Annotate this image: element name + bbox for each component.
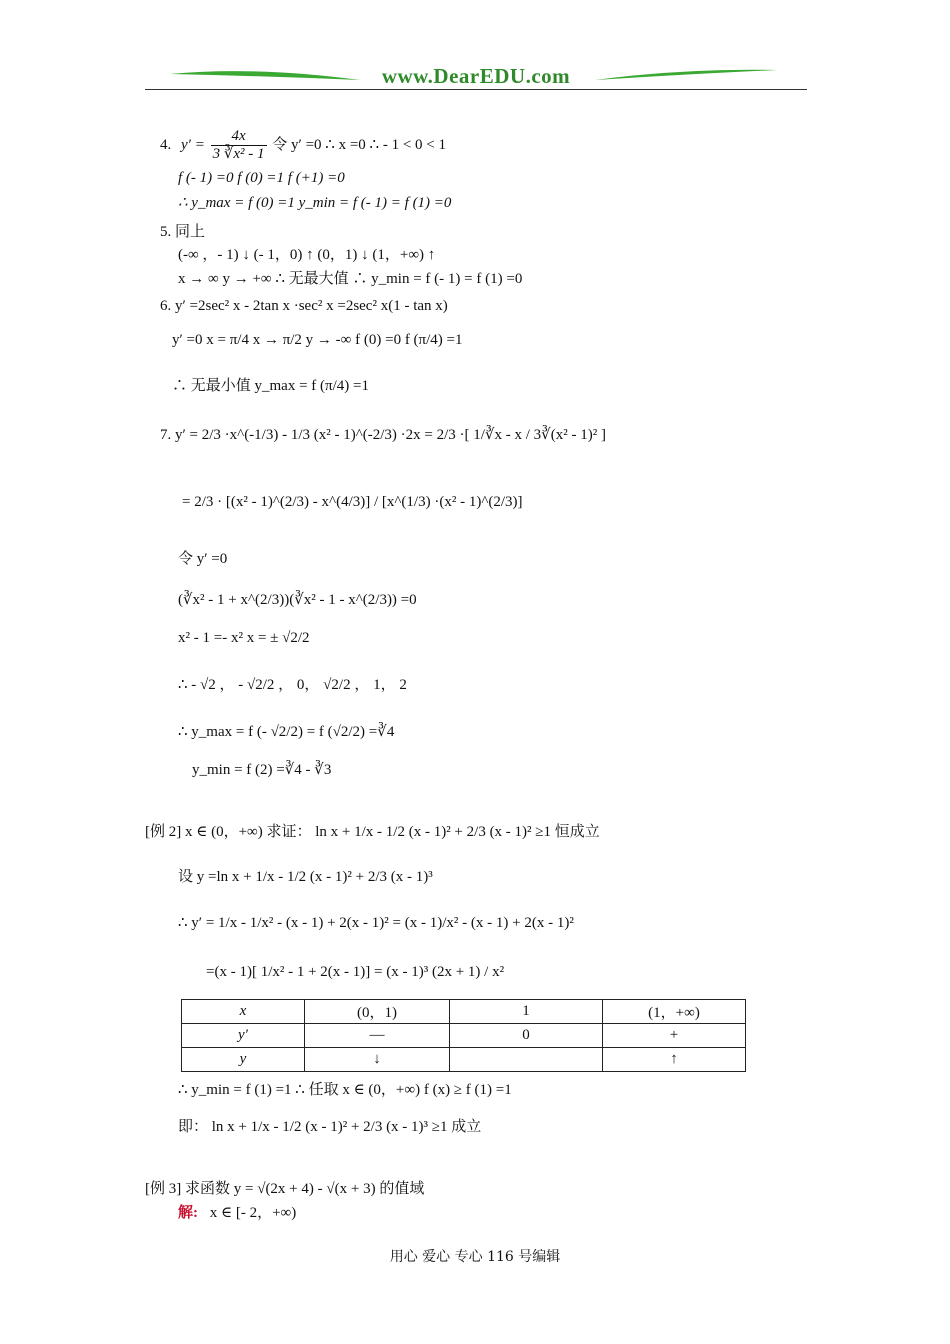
table-cell: 0 bbox=[450, 1024, 603, 1048]
item4-fraction: $\frac{4x}{\text{3 ∛x² - 1}}$ bbox=[212, 128, 265, 162]
item7-line7: ∴ y_max = f (- √2/2) = f (√2/2) =∛4 bbox=[178, 724, 395, 740]
example2-line2: ∴ y′ = 1/x - 1/x² - (x - 1) + 2(x - 1)² = (x - 1)/x² - (x - 1) + 2(x - 1)² bbox=[178, 915, 574, 931]
table-row bbox=[182, 1048, 746, 1072]
example2-line3: =(x - 1)[ 1/x² - 1 + 2(x - 1)] = (x - 1)³ (2x + 1) / x² bbox=[206, 964, 505, 980]
example2-statement: [例 2] x ∈ (0，+∞) 求证： ln x + 1/x - 1/2 (x - 1)² + 2/3 (x - 1)² ≥1 恒成立 bbox=[145, 824, 600, 840]
example2-line4: ∴ y_min = f (1) =1 ∴ 任取 x ∈ (0，+∞) f (x) ≥ f (1) =1 bbox=[178, 1082, 512, 1098]
table-cell bbox=[450, 1048, 603, 1072]
example2-label: [例 2] bbox=[145, 824, 182, 840]
item4-line1: 4. y′ = $\frac{4x}{\text{3 ∛x² - 1}}$ 令 y′ =0 ∴ x =0 ∴ - 1 < 0 < 1 bbox=[160, 128, 446, 162]
example2-line5: 即： ln x + 1/x - 1/2 (x - 1)² + 2/3 (x - 1)³ ≥1 成立 bbox=[178, 1119, 482, 1135]
monotonicity-table bbox=[181, 999, 746, 1072]
item7-line8: y_min = f (2) =∛4 - ∛3 bbox=[192, 762, 332, 778]
item7-line5: x² - 1 =- x² x = ± √2/2 bbox=[178, 630, 310, 646]
table-cell: + bbox=[603, 1024, 746, 1048]
page-footer: 用心 爱心 专心 116 号编辑 bbox=[389, 1249, 561, 1265]
table-cell: x bbox=[182, 1000, 305, 1024]
example2-line1: 设 y =ln x + 1/x - 1/2 (x - 1)² + 2/3 (x - 1)³ bbox=[178, 869, 433, 885]
item4-line3: ∴ y_max = f (0) =1 y_min = f (- 1) = f (1) =0 bbox=[178, 195, 452, 211]
item6-line2: y′ =0 x = π/4 x → π/2 y → -∞ f (0) =0 f (π/4) =1 bbox=[172, 332, 463, 348]
example3-label: [例 3] bbox=[145, 1181, 182, 1197]
example3-statement: [例 3] 求函数 y = √(2x + 4) - √(x + 3) 的值域 bbox=[145, 1181, 425, 1197]
table-row bbox=[182, 1024, 746, 1048]
example3-solution: 解: x ∈ [- 2，+∞) bbox=[178, 1205, 297, 1221]
item7-line2: = 2/3 · [(x² - 1)^(2/3) - x^(4/3)] / [x^(1/3) ·(x² - 1)^(2/3)] bbox=[182, 494, 523, 510]
table-cell: ↑ bbox=[603, 1048, 746, 1072]
site-banner bbox=[145, 62, 807, 92]
table-cell: 1 bbox=[450, 1000, 603, 1024]
table-cell: ↓ bbox=[305, 1048, 450, 1072]
table-cell: (1，+∞) bbox=[603, 1000, 746, 1024]
table-cell: — bbox=[305, 1024, 450, 1048]
item5-line3: x → ∞ y → +∞ ∴ 无最大值 ∴ y_min = f (- 1) = f (1) =0 bbox=[178, 271, 523, 287]
table-cell: y bbox=[182, 1048, 305, 1072]
item7-line6: ∴ - √2 ， - √2/2 ， 0， √2/2 ， 1， 2 bbox=[178, 677, 407, 693]
banner-site-name: www.DearEDU.com bbox=[381, 64, 571, 88]
item5-line1: 5. 同上 bbox=[160, 224, 206, 240]
item6-line1: 6. y′ =2sec² x - 2tan x ·sec² x =2sec² x(1 - tan x) bbox=[160, 298, 448, 314]
table-cell: y′ bbox=[182, 1024, 305, 1048]
item7-line3: 令 y′ =0 bbox=[178, 551, 228, 567]
table-cell: (0，1) bbox=[305, 1000, 450, 1024]
table-row bbox=[182, 1000, 746, 1024]
item6-line3: ∴ 无最小值 y_max = f (π/4) =1 bbox=[172, 378, 369, 394]
solution-label: 解: bbox=[178, 1205, 198, 1221]
item7-line4: (∛x² - 1 + x^(2/3))(∛x² - 1 - x^(2/3)) =0 bbox=[178, 592, 417, 608]
item4-line2: f (- 1) =0 f (0) =1 f (+1) =0 bbox=[178, 170, 345, 186]
header-rule bbox=[145, 89, 807, 90]
item5-line2: (-∞ ，- 1) ↓ (- 1，0) ↑ (0，1) ↓ (1，+∞) ↑ bbox=[178, 247, 436, 263]
item7-line1: 7. y′ = 2/3 ·x^(-1/3) - 1/3 (x² - 1)^(-2/3) ·2x = 2/3 ·[ 1/∛x - x / 3∛(x² - 1)² ] bbox=[160, 427, 606, 443]
